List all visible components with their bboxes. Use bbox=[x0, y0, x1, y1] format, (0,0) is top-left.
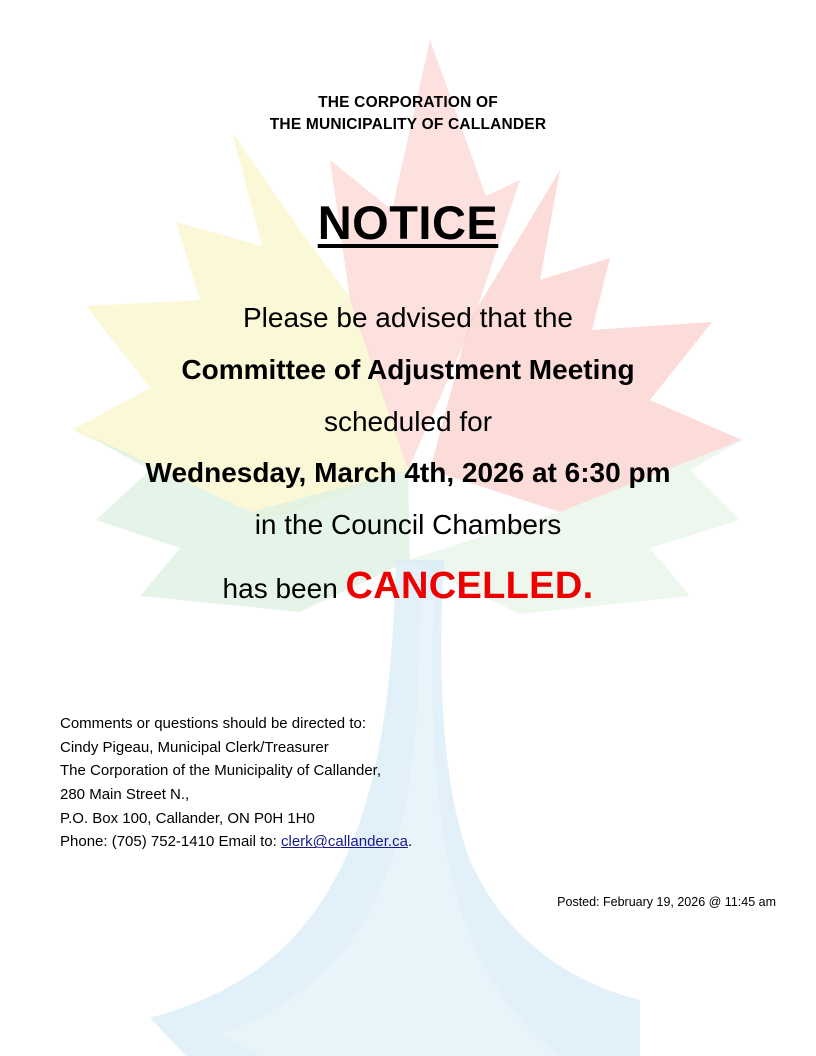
contact-intro: Comments or questions should be directed to: bbox=[60, 715, 366, 732]
body-line-1: Please be advised that the bbox=[242, 301, 573, 333]
contact-organization: The Corporation of the Municipality of Callander, bbox=[60, 762, 382, 780]
posted-stamp: Posted: February 19, 2026 @ 11:45 am bbox=[557, 895, 776, 909]
corporation-header bbox=[0, 0, 816, 137]
cancellation-prefix: has been bbox=[222, 572, 346, 604]
contact-block bbox=[60, 712, 412, 854]
notice-title-text: NOTICE bbox=[317, 195, 499, 249]
contact-name: Cindy Pigeau, Municipal Clerk/Treasurer bbox=[60, 738, 329, 756]
contact-address-line-2: P.O. Box 100, Callander, ON P0H 1H0 bbox=[60, 809, 315, 827]
body-line-2: Committee of Adjustment Meeting bbox=[181, 353, 635, 385]
body-line-5: in the Council Chambers bbox=[254, 509, 562, 541]
cancellation-line bbox=[0, 551, 816, 621]
contact-phone-email bbox=[60, 830, 412, 854]
notice-title bbox=[0, 195, 816, 249]
corporation-header-line-2: THE MUNICIPALITY OF CALLANDER bbox=[269, 116, 547, 134]
notice-body bbox=[0, 292, 816, 621]
contact-phone-prefix: Phone: (705) 752-1410 Email to: bbox=[60, 833, 281, 851]
corporation-header-line-1: THE CORPORATION OF bbox=[318, 94, 498, 111]
contact-phone-suffix: . bbox=[407, 833, 413, 851]
body-line-3: scheduled for bbox=[323, 405, 493, 437]
contact-address-line-1: 280 Main Street N., bbox=[60, 786, 190, 804]
cancelled-word: CANCELLED. bbox=[345, 564, 594, 607]
body-line-4: Wednesday, March 4th, 2026 at 6:30 pm bbox=[145, 457, 671, 489]
email-link[interactable]: clerk@callander.ca bbox=[280, 833, 408, 851]
